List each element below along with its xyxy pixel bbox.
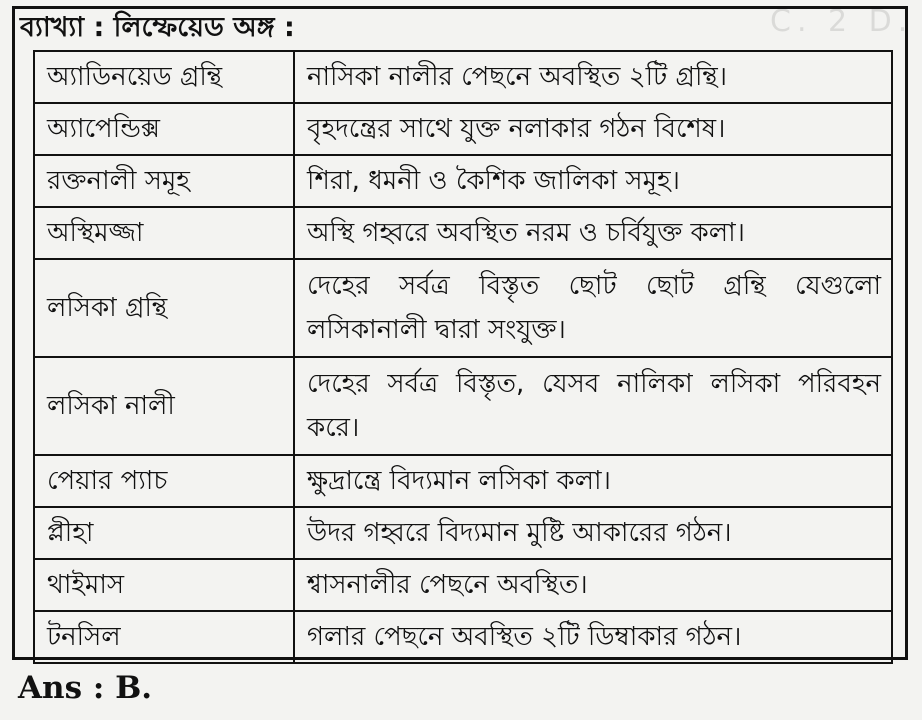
table-row (34, 51, 892, 103)
table-row (34, 559, 892, 611)
organ-description: অস্থি গহ্বরে অবস্থিত নরম ও চর্বিযুক্ত কলা। (294, 207, 892, 259)
explanation-heading: ব্যাখ্যা : লিম্ফেয়েড অঙ্গ : (20, 12, 295, 43)
lymphoid-organs-table (33, 50, 893, 664)
organ-name: থাইমাস (34, 559, 294, 611)
organ-name: টনসিল (34, 611, 294, 663)
organ-description: গলার পেছনে অবস্থিত ২টি ডিম্বাকার গঠন। (294, 611, 892, 663)
table-row (34, 207, 892, 259)
organ-name: পেয়ার প্যাচ (34, 455, 294, 507)
organ-description: দেহের সর্বত্র বিস্তৃত ছোট ছোট গ্রন্থি যেগুলো লসিকানালী দ্বারা সংযুক্ত। (294, 259, 892, 357)
table-row (34, 507, 892, 559)
organ-description: ক্ষুদ্রান্ত্রে বিদ্যমান লসিকা কলা। (294, 455, 892, 507)
organ-description: শ্বাসনালীর পেছনে অবস্থিত। (294, 559, 892, 611)
table-row (34, 455, 892, 507)
organ-name: অস্থিমজ্জা (34, 207, 294, 259)
organ-name: প্লীহা (34, 507, 294, 559)
organ-name: অ্যাডিনয়েড গ্রন্থি (34, 51, 294, 103)
organ-description: দেহের সর্বত্র বিস্তৃত, যেসব নালিকা লসিকা পরিবহন করে। (294, 357, 892, 455)
table-row (34, 611, 892, 663)
organ-name: লসিকা গ্রন্থি (34, 259, 294, 357)
organ-description: শিরা, ধমনী ও কৈশিক জালিকা সমূহ। (294, 155, 892, 207)
organ-description: বৃহদন্ত্রের সাথে যুক্ত নলাকার গঠন বিশেষ। (294, 103, 892, 155)
organ-description: নাসিকা নালীর পেছনে অবস্থিত ২টি গ্রন্থি। (294, 51, 892, 103)
table-row (34, 357, 892, 455)
table-row (34, 155, 892, 207)
table-row (34, 259, 892, 357)
bleed-through-text: C. 2 D. (770, 4, 914, 39)
answer-label: Ans : B. (18, 670, 153, 706)
organ-name: অ্যাপেন্ডিক্স (34, 103, 294, 155)
table-row (34, 103, 892, 155)
organ-name: রক্তনালী সমূহ (34, 155, 294, 207)
organ-description: উদর গহ্বরে বিদ্যমান মুষ্টি আকারের গঠন। (294, 507, 892, 559)
organ-name: লসিকা নালী (34, 357, 294, 455)
